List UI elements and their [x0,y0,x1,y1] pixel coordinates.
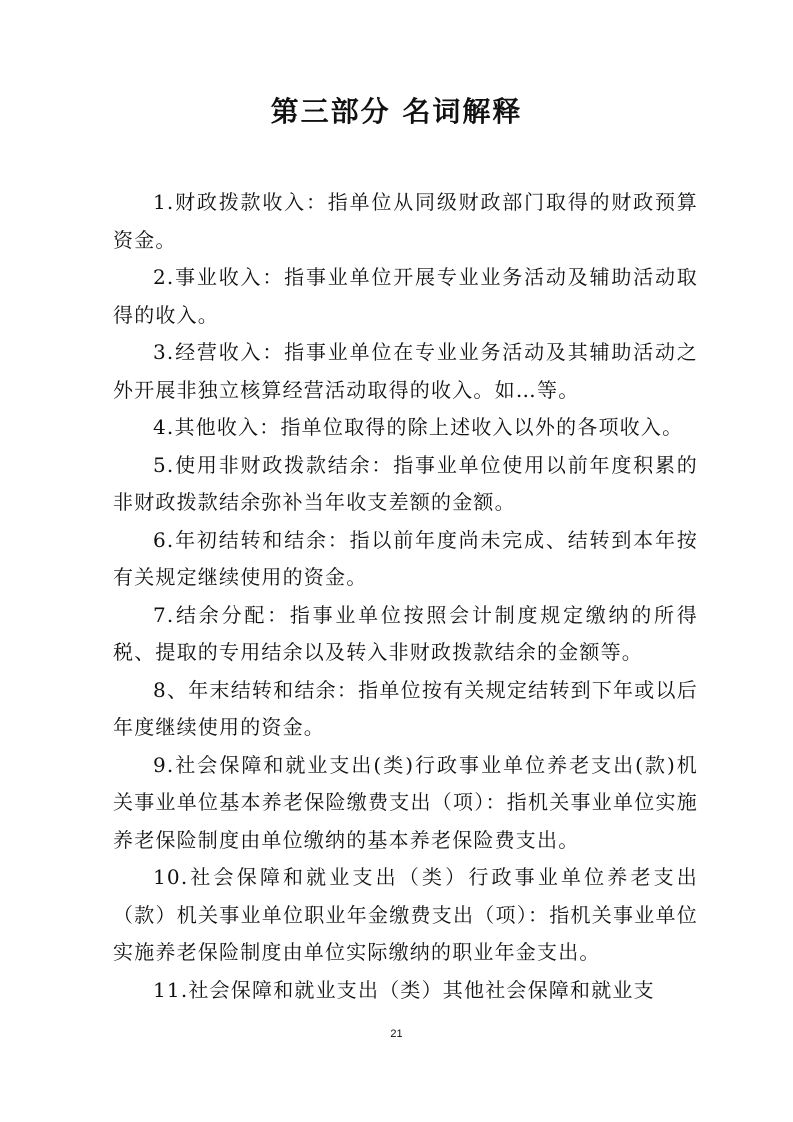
glossary-body [113,184,698,1009]
glossary-item-2: 2.事业收入：指事业单位开展专业业务活动及辅助活动取得的收入。 [113,265,698,327]
glossary-item-9: 9.社会保障和就业支出(类)行政事业单位养老支出(款)机关事业单位基本养老保险缴费支出（项）：指机关事业单位实施养老保险制度由单位缴纳的基本养老保险费支出。 [113,752,698,852]
glossary-item-4: 4.其他收入：指单位取得的除上述收入以外的各项收入。 [153,415,684,439]
glossary-item-8: 8、年末结转和结余：指单位按有关规定结转到下年或以后年度继续使用的资金。 [113,677,698,739]
glossary-item-7: 7.结余分配：指事业单位按照会计制度规定缴纳的所得税、提取的专用结余以及转入非财政拨款结余的金额等。 [113,602,698,664]
glossary-item-5: 5.使用非财政拨款结余：指事业单位使用以前年度积累的非财政拨款结余弥补当年收支差额的金额。 [113,452,698,514]
glossary-item-10: 10.社会保障和就业支出（类）行政事业单位养老支出（款）机关事业单位职业年金缴费支出（项）：指机关事业单位实施养老保险制度由单位实际缴纳的职业年金支出。 [113,865,698,964]
page-number: 21 [390,1028,403,1040]
glossary-item-6: 6.年初结转和结余：指以前年度尚未完成、结转到本年按有关规定继续使用的资金。 [113,527,698,589]
glossary-item-11: 11.社会保障和就业支出（类）其他社会保障和就业支 [153,977,655,1002]
page-title: 第三部分 名词解释 [270,95,523,128]
glossary-item-3: 3.经营收入：指事业单位在专业业务活动及其辅助活动之外开展非独立核算经营活动取得的收入。如…等。 [113,340,698,402]
glossary-item-1: 1.财政拨款收入：指单位从同级财政部门取得的财政预算资金。 [113,190,698,252]
